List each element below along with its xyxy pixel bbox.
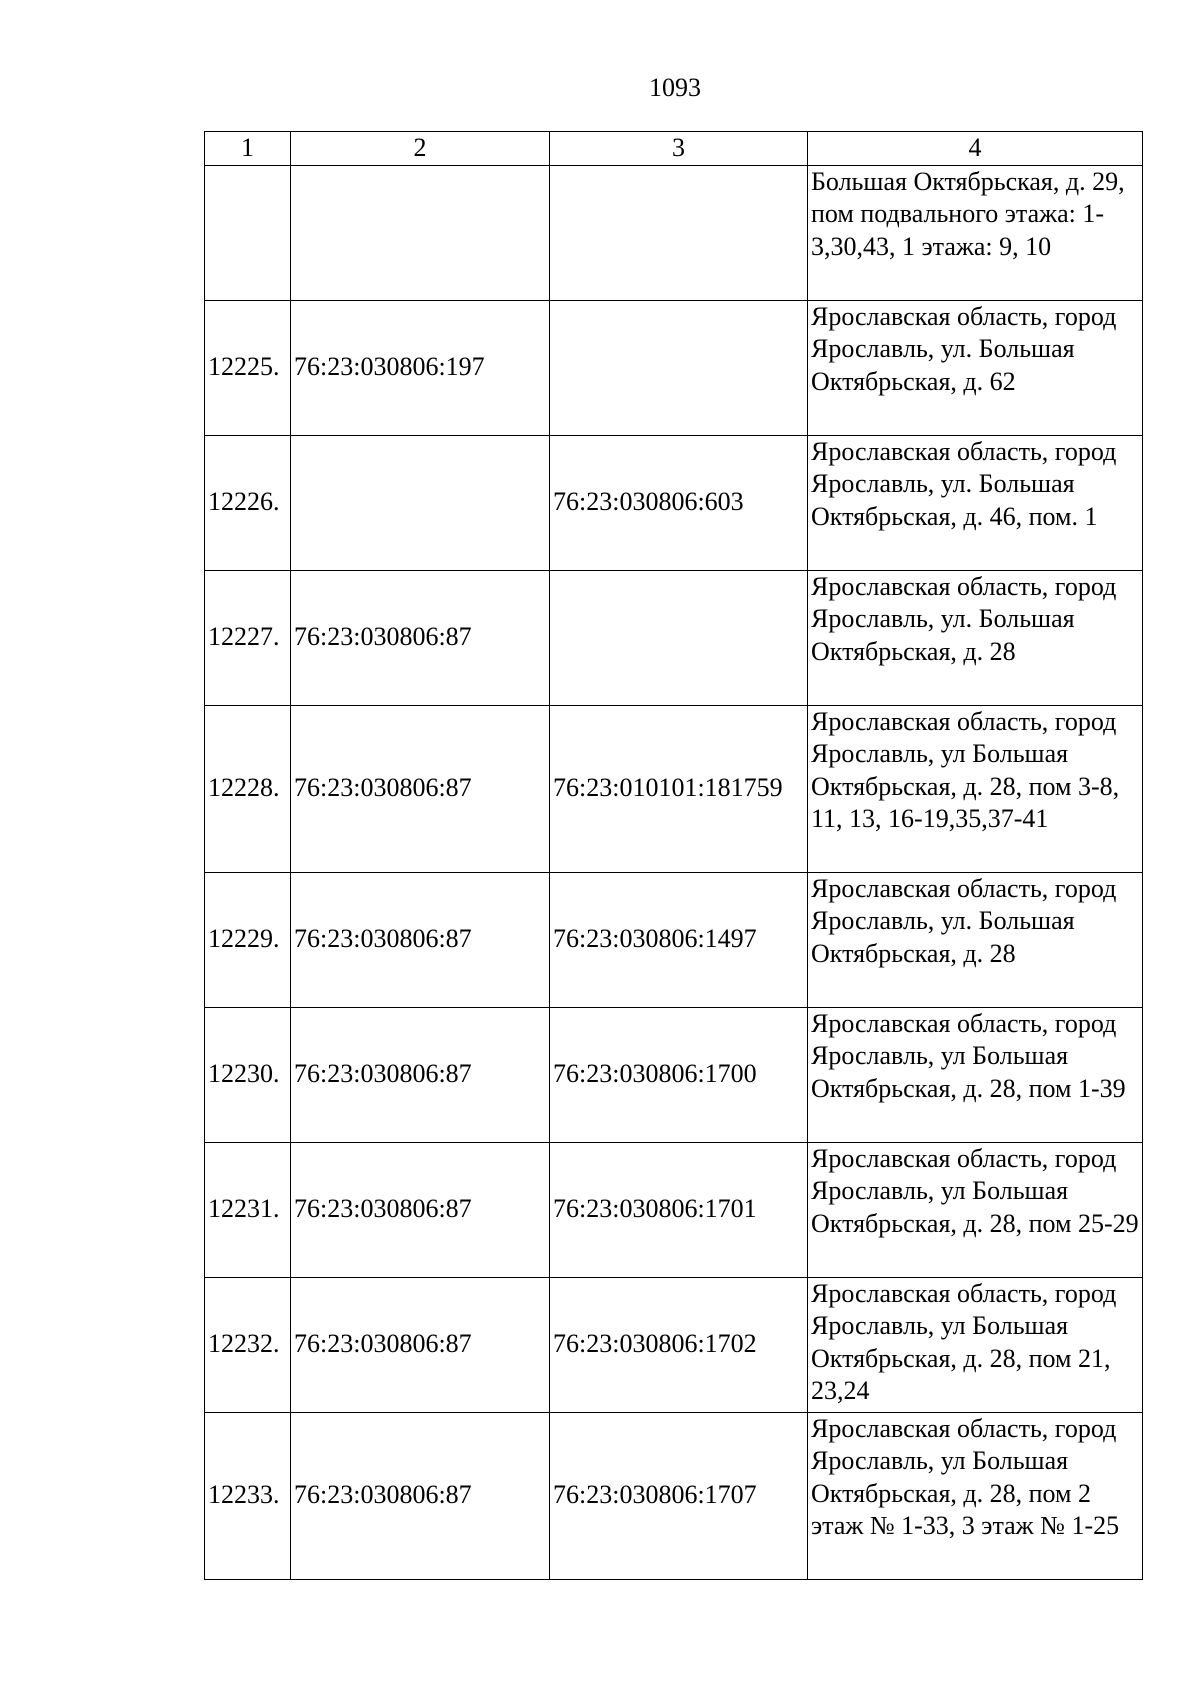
parcel-number bbox=[291, 435, 550, 570]
table-row bbox=[205, 1277, 1143, 1412]
row-number: 12230. bbox=[205, 1007, 291, 1142]
address: Ярославская область, город Ярославль, ул. Большая Октябрьская, д. 46, пом. 1 bbox=[808, 435, 1143, 570]
row-number: 12232. bbox=[205, 1277, 291, 1412]
table-row bbox=[205, 300, 1143, 435]
object-number: 76:23:030806:1497 bbox=[550, 872, 808, 1007]
parcel-number bbox=[291, 165, 550, 300]
object-number: 76:23:030806:1701 bbox=[550, 1142, 808, 1277]
address: Ярославская область, город Ярославль, ул Большая Октябрьская, д. 28, пом 3-8, 11, 13, 16-19,35,37-41 bbox=[808, 705, 1143, 872]
row-number: 12231. bbox=[205, 1142, 291, 1277]
header-cell-4: 4 bbox=[808, 132, 1143, 166]
address: Ярославская область, город Ярославль, ул Большая Октябрьская, д. 28, пом 25-29 bbox=[808, 1142, 1143, 1277]
object-number: 76:23:030806:603 bbox=[550, 435, 808, 570]
address: Ярославская область, город Ярославль, ул Большая Октябрьская, д. 28, пом 21, 23,24 bbox=[808, 1277, 1143, 1412]
header-cell-3: 3 bbox=[550, 132, 808, 166]
row-number: 12228. bbox=[205, 705, 291, 872]
parcel-number: 76:23:030806:87 bbox=[291, 570, 550, 705]
table-row bbox=[205, 1007, 1143, 1142]
object-number bbox=[550, 300, 808, 435]
table-row bbox=[205, 435, 1143, 570]
parcel-number: 76:23:030806:87 bbox=[291, 705, 550, 872]
table-row bbox=[205, 165, 1143, 300]
registry-table bbox=[204, 131, 1143, 1580]
parcel-number: 76:23:030806:87 bbox=[291, 1277, 550, 1412]
header-row bbox=[205, 132, 1143, 166]
header-cell-2: 2 bbox=[291, 132, 550, 166]
object-number: 76:23:030806:1702 bbox=[550, 1277, 808, 1412]
row-number: 12227. bbox=[205, 570, 291, 705]
row-number bbox=[205, 165, 291, 300]
table-row bbox=[205, 1412, 1143, 1579]
header-cell-1: 1 bbox=[205, 132, 291, 166]
object-number bbox=[550, 570, 808, 705]
address: Ярославская область, город Ярославль, ул. Большая Октябрьская, д. 28 bbox=[808, 570, 1143, 705]
object-number: 76:23:030806:1707 bbox=[550, 1412, 808, 1579]
parcel-number: 76:23:030806:197 bbox=[291, 300, 550, 435]
address: Ярославская область, город Ярославль, ул Большая Октябрьская, д. 28, пом 1-39 bbox=[808, 1007, 1143, 1142]
row-number: 12229. bbox=[205, 872, 291, 1007]
address: Большая Октябрьская, д. 29, пом подвального этажа: 1-3,30,43, 1 этажа: 9, 10 bbox=[808, 165, 1143, 300]
address: Ярославская область, город Ярославль, ул. Большая Октябрьская, д. 62 bbox=[808, 300, 1143, 435]
table-row bbox=[205, 705, 1143, 872]
object-number bbox=[550, 165, 808, 300]
row-number: 12233. bbox=[205, 1412, 291, 1579]
table-row bbox=[205, 1142, 1143, 1277]
address: Ярославская область, город Ярославль, ул Большая Октябрьская, д. 28, пом 2 этаж № 1-33, 3 этаж № 1-25 bbox=[808, 1412, 1143, 1579]
row-number: 12225. bbox=[205, 300, 291, 435]
table-row bbox=[205, 570, 1143, 705]
object-number: 76:23:010101:181759 bbox=[550, 705, 808, 872]
page-number: 1093 bbox=[649, 73, 701, 102]
object-number: 76:23:030806:1700 bbox=[550, 1007, 808, 1142]
parcel-number: 76:23:030806:87 bbox=[291, 1142, 550, 1277]
address: Ярославская область, город Ярославль, ул. Большая Октябрьская, д. 28 bbox=[808, 872, 1143, 1007]
table-row bbox=[205, 872, 1143, 1007]
parcel-number: 76:23:030806:87 bbox=[291, 872, 550, 1007]
parcel-number: 76:23:030806:87 bbox=[291, 1412, 550, 1579]
parcel-number: 76:23:030806:87 bbox=[291, 1007, 550, 1142]
row-number: 12226. bbox=[205, 435, 291, 570]
